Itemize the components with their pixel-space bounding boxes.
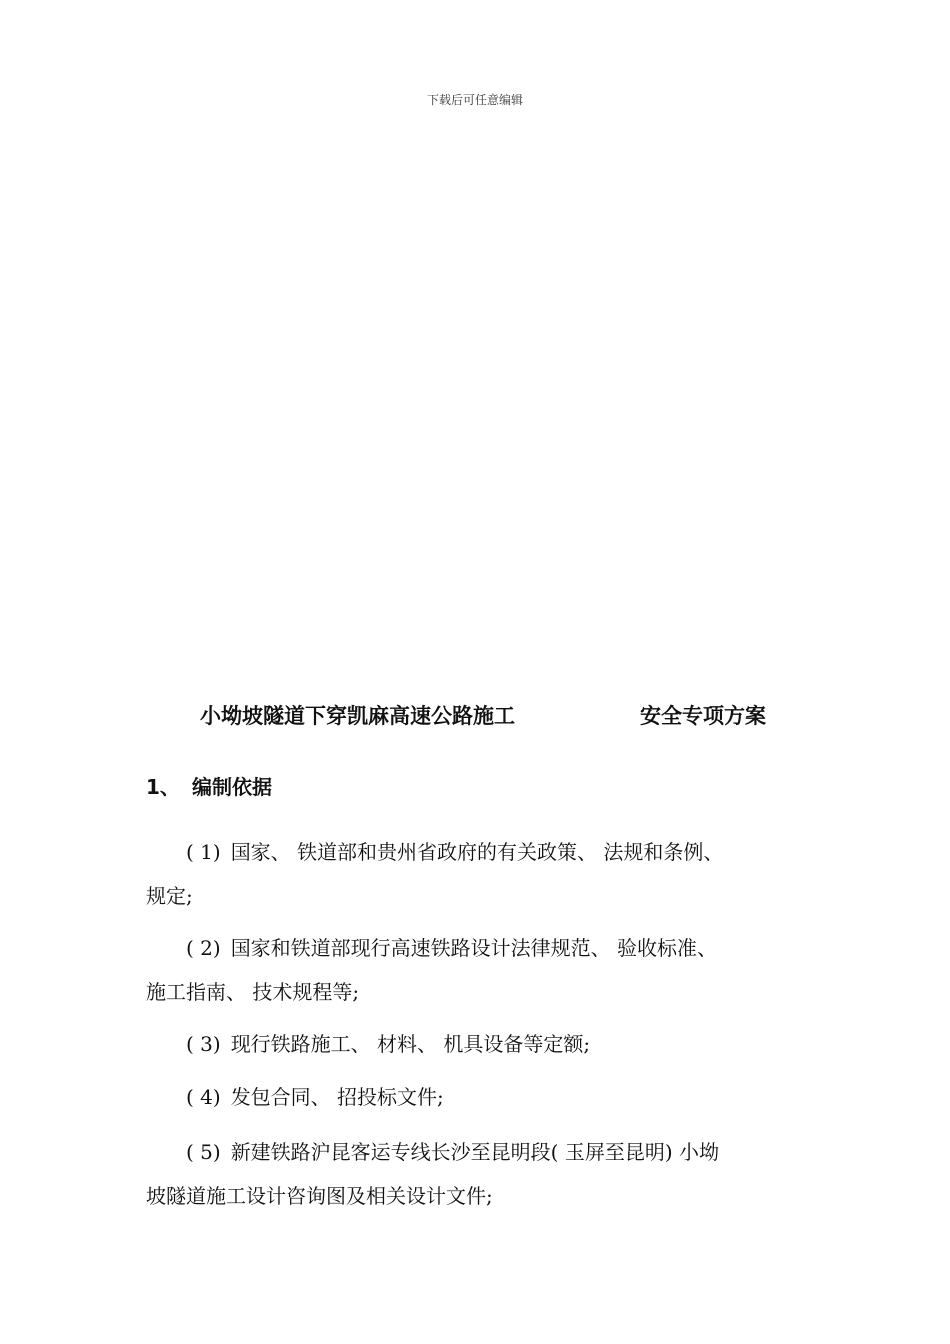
item-label: ( 1) [186,840,221,864]
item-text-continued: 规定; [146,884,193,908]
item-text-continued: 施工指南、 技术规程等; [146,980,360,1004]
item-label: ( 4) [186,1085,221,1109]
item-text: 国家和铁道部现行高速铁路设计法律规范、 验收标准、 [230,936,718,960]
title-main: 小坳坡隧道下穿凯麻高速公路施工 [200,704,515,728]
basis-item-3 [146,1022,826,1066]
title-suffix: 安全专项方案 [640,704,766,728]
item-text-continued: 坡隧道施工设计咨询图及相关设计文件; [146,1184,493,1208]
item-label: ( 5) [186,1140,221,1164]
page-header-note: 下载后可任意编辑 [426,93,523,107]
item-label: ( 3) [186,1032,221,1056]
item-text: 国家、 铁道部和贵州省政府的有关政策、 法规和条例、 [230,840,724,864]
section-number: 1、 [146,775,180,799]
basis-item-2 [146,926,826,1014]
section-title: 编制依据 [192,775,272,799]
item-text: 新建铁路沪昆客运专线长沙至昆明段( 玉屏至昆明) 小坳 [230,1140,720,1164]
basis-item-1 [146,830,826,918]
item-text: 发包合同、 招投标文件; [230,1085,444,1109]
basis-item-4 [146,1075,826,1119]
item-label: ( 2) [186,936,221,960]
basis-item-5 [146,1130,826,1218]
item-text: 现行铁路施工、 材料、 机具设备等定额; [230,1032,591,1056]
document-title [0,700,950,732]
section-heading [146,771,272,800]
